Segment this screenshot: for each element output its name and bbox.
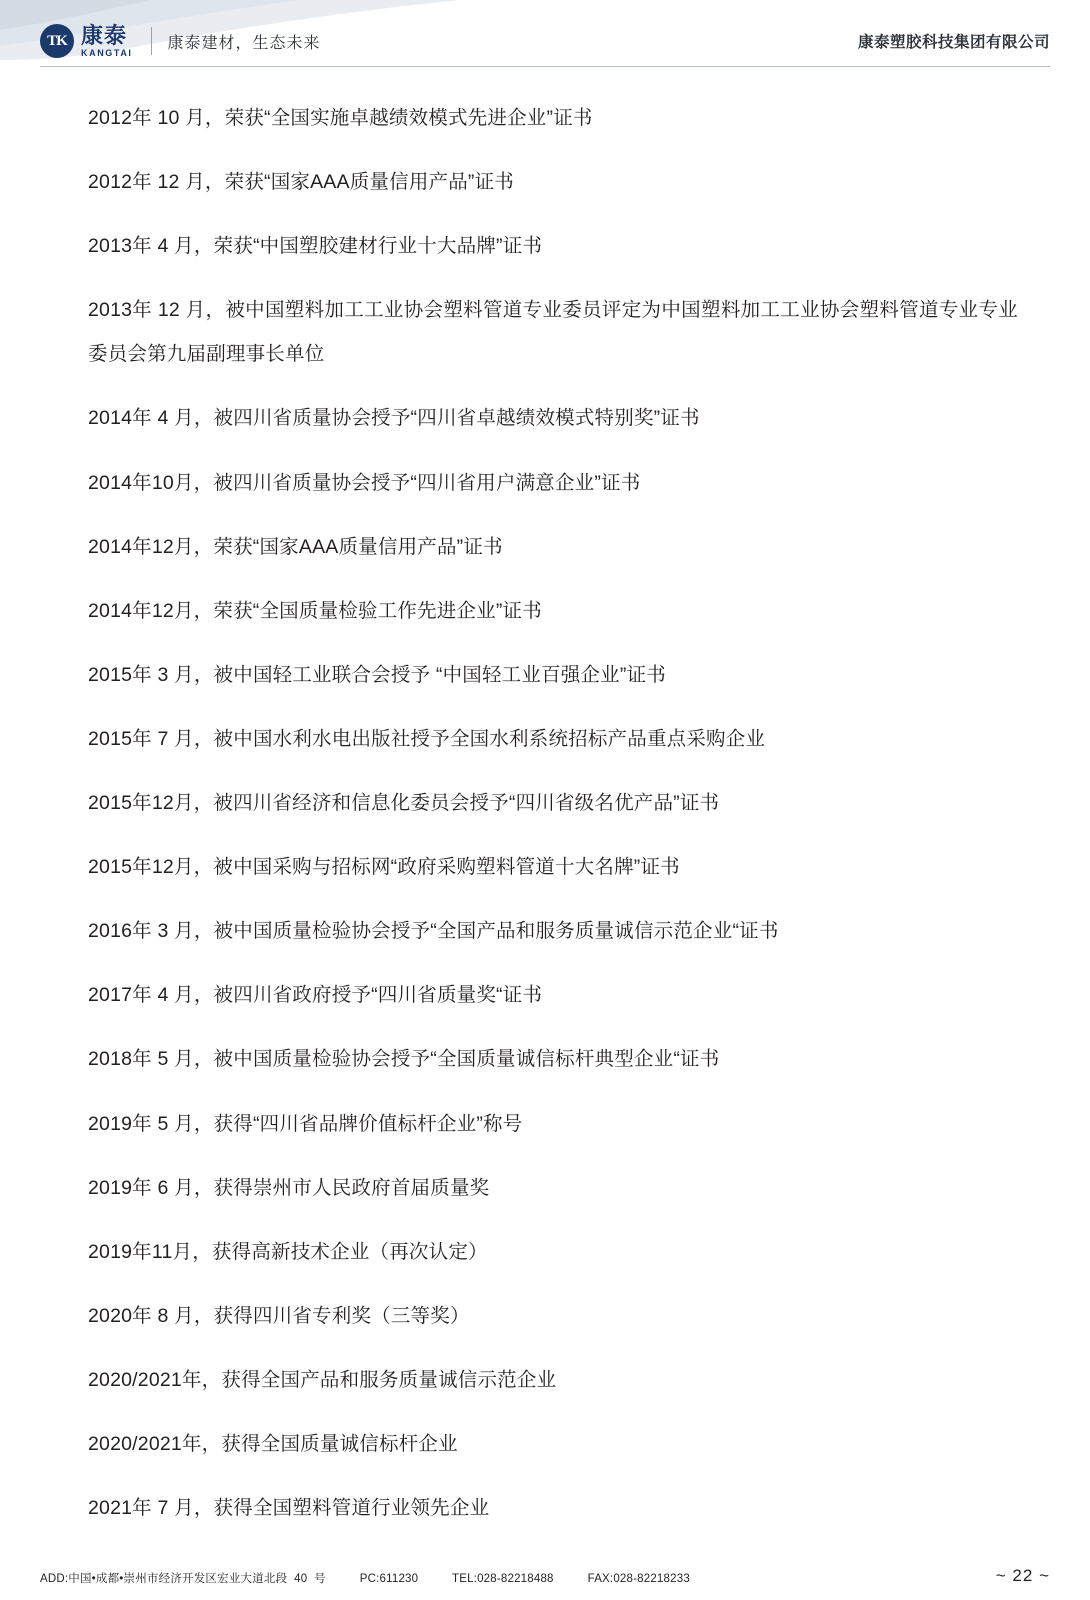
page-footer [40, 1560, 1050, 1586]
header-divider [151, 27, 152, 55]
list-item: 2021年 7 月，获得全国塑料管道行业领先企业 [88, 1497, 490, 1520]
header-content [40, 20, 1050, 62]
list-item: 2014年10月，被四川省质量协会授予“四川省用户满意企业”证书 [88, 471, 641, 494]
list-item: 2020/2021年，获得全国质量诚信标杆企业 [88, 1432, 458, 1455]
list-item: 2017年 4 月，被四川省政府授予“四川省质量奖“证书 [88, 984, 543, 1007]
logo-name-en: KANGTAI [81, 47, 133, 58]
header-company-name: 康泰塑胶科技集团有限公司 [857, 34, 1050, 51]
achievement-list [88, 76, 1018, 1550]
list-item: 2019年11月，获得高新技术企业（再次认定） [88, 1240, 488, 1263]
list-item: 2012年 12 月，荣获“国家AAA质量信用产品”证书 [88, 170, 515, 193]
list-item: 2015年 3 月，被中国轻工业联合会授予 “中国轻工业百强企业”证书 [88, 663, 666, 686]
list-item: 2020年 8 月，获得四川省专利奖（三等奖） [88, 1304, 470, 1327]
logo-wordmark [81, 22, 133, 58]
list-item: 2019年 5 月，获得“四川省品牌价值标杆企业”称号 [88, 1112, 523, 1135]
page-number: ~ 22 ~ [995, 1566, 1050, 1585]
footer-address: ADD:中国•成都•崇州市经济开发区宏业大道北段 40 号 PC:611230 TEL:028-82218488 FAX:028-82218233 [40, 1573, 690, 1585]
list-item: 2014年12月，荣获“国家AAA质量信用产品”证书 [88, 535, 503, 558]
brand-logo [40, 24, 133, 58]
list-item: 2015年 7 月，被中国水利水电出版社授予全国水利系统招标产品重点采购企业 [88, 727, 766, 750]
list-item: 2018年 5 月，被中国质量检验协会授予“全国质量诚信标杆典型企业“证书 [88, 1048, 720, 1071]
list-item: 2015年12月，被中国采购与招标网“政府采购塑料管道十大名牌”证书 [88, 856, 680, 879]
list-item: 2020/2021年，获得全国产品和服务质量诚信示范企业 [88, 1368, 557, 1391]
page-header [0, 0, 1090, 72]
header-slogan: 康泰建材，生态未来 [167, 34, 321, 52]
list-item: 2013年 4 月，荣获“中国塑胶建材行业十大品牌”证书 [88, 234, 543, 257]
list-item: 2014年 4 月，被四川省质量协会授予“四川省卓越绩效模式特别奖”证书 [88, 407, 700, 430]
logo-name-cn: 康泰 [81, 22, 128, 48]
list-item: 2014年12月，荣获“全国质量检验工作先进企业”证书 [88, 599, 542, 622]
list-item: 2013年 12 月，被中国塑料加工工业协会塑料管道专业委员评定为中国塑料加工工业协会塑料管道专业专业委员会第九届副理事长单位 [88, 298, 1018, 366]
list-item: 2012年 10 月，荣获“全国实施卓越绩效模式先进企业”证书 [88, 106, 593, 129]
logo-monogram-icon: TK [40, 24, 74, 58]
header-rule [40, 66, 1050, 67]
list-item: 2019年 6 月，获得崇州市人民政府首届质量奖 [88, 1176, 490, 1199]
list-item: 2015年12月，被四川省经济和信息化委员会授予“四川省级名优产品”证书 [88, 792, 720, 815]
list-item: 2016年 3 月，被中国质量检验协会授予“全国产品和服务质量诚信示范企业“证书 [88, 920, 779, 943]
